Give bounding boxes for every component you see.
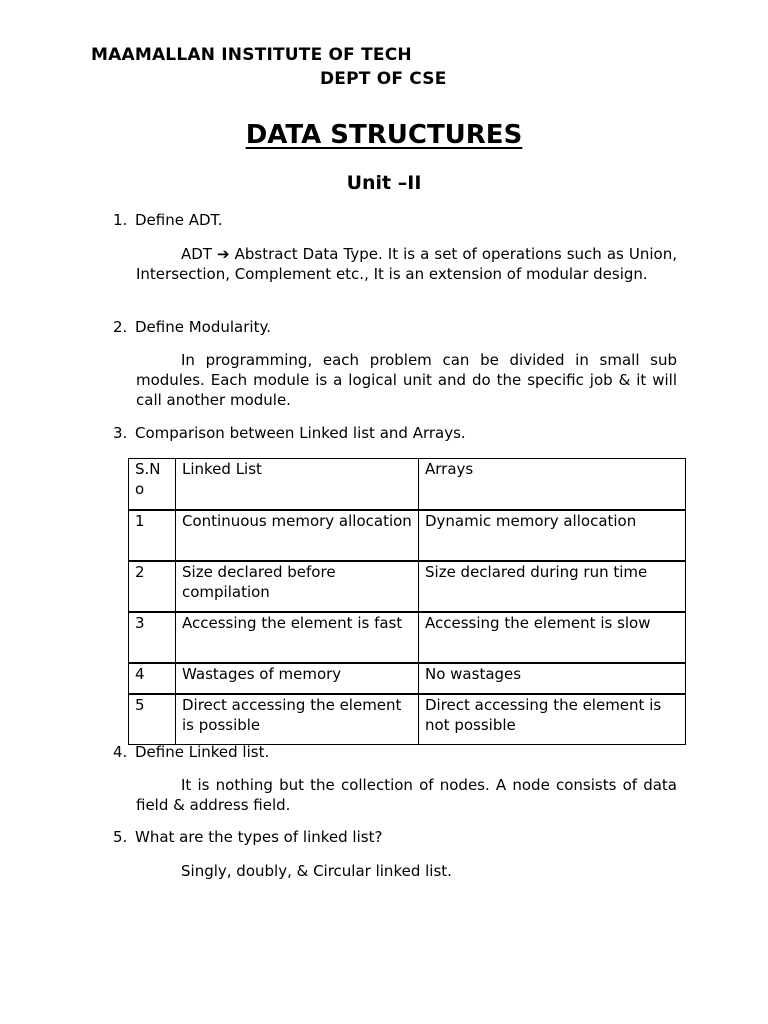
answer-2 <box>136 350 677 410</box>
question-number: 1. <box>113 211 128 229</box>
header-cell-sno: S.N o <box>129 459 176 510</box>
table-cell: Direct accessing the element is not possible <box>419 694 686 745</box>
table-row <box>129 510 686 561</box>
table-cell: Direct accessing the element is possible <box>176 694 419 745</box>
table-cell: 1 <box>129 510 176 561</box>
institute-name: MAAMALLAN INSTITUTE OF TECH <box>91 45 412 65</box>
question-number: 4. <box>113 743 128 761</box>
question-3 <box>113 424 466 442</box>
table-cell: Size declared before compilation <box>176 561 419 612</box>
question-text: Comparison between Linked list and Arrays. <box>135 424 466 442</box>
question-number: 5. <box>113 828 128 846</box>
arrow-icon: ➔ <box>217 245 230 263</box>
table-row <box>129 612 686 663</box>
question-number: 2. <box>113 318 128 336</box>
question-5 <box>113 828 382 846</box>
question-4 <box>113 743 269 761</box>
table-cell: 2 <box>129 561 176 612</box>
answer-4 <box>136 775 677 815</box>
table-cell: 4 <box>129 663 176 694</box>
table-cell: Wastages of memory <box>176 663 419 694</box>
table-cell: 3 <box>129 612 176 663</box>
comparison-table <box>128 458 686 745</box>
question-2 <box>113 318 271 336</box>
table-cell: Size declared during run time <box>419 561 686 612</box>
question-number: 3. <box>113 424 128 442</box>
table-row <box>129 663 686 694</box>
answer-text: Abstract Data Type. It is a set of operations such as Union, Intersection, Complement etc., It is an extension of modular design. <box>136 245 677 283</box>
table-cell: Accessing the element is slow <box>419 612 686 663</box>
question-text: Define Linked list. <box>135 743 270 761</box>
document-title: DATA STRUCTURES <box>245 120 523 150</box>
table-row <box>129 694 686 745</box>
table-cell: Dynamic memory allocation <box>419 510 686 561</box>
header-cell-arrays: Arrays <box>419 459 686 510</box>
question-1 <box>113 211 223 229</box>
question-text: Define Modularity. <box>135 318 271 336</box>
table-cell: No wastages <box>419 663 686 694</box>
answer-text: In programming, each problem can be divided in small sub modules. Each module is a logical unit and do the specific job & it will call another module. <box>136 351 677 409</box>
table-cell: 5 <box>129 694 176 745</box>
department-name: DEPT OF CSE <box>320 69 447 89</box>
table-cell: Accessing the element is fast <box>176 612 419 663</box>
answer-lead: ADT <box>181 245 212 263</box>
header-cell-linked-list: Linked List <box>176 459 419 510</box>
table-cell: Continuous memory allocation <box>176 510 419 561</box>
question-text: What are the types of linked list? <box>135 828 383 846</box>
unit-heading: Unit –II <box>346 172 422 194</box>
table-header-row <box>129 459 686 510</box>
answer-5 <box>136 861 677 881</box>
answer-1 <box>136 244 677 284</box>
table-row <box>129 561 686 612</box>
question-text: Define ADT. <box>135 211 223 229</box>
answer-text: Singly, doubly, & Circular linked list. <box>181 862 452 880</box>
answer-text: It is nothing but the collection of nodes. A node consists of data field & address field. <box>136 776 677 814</box>
